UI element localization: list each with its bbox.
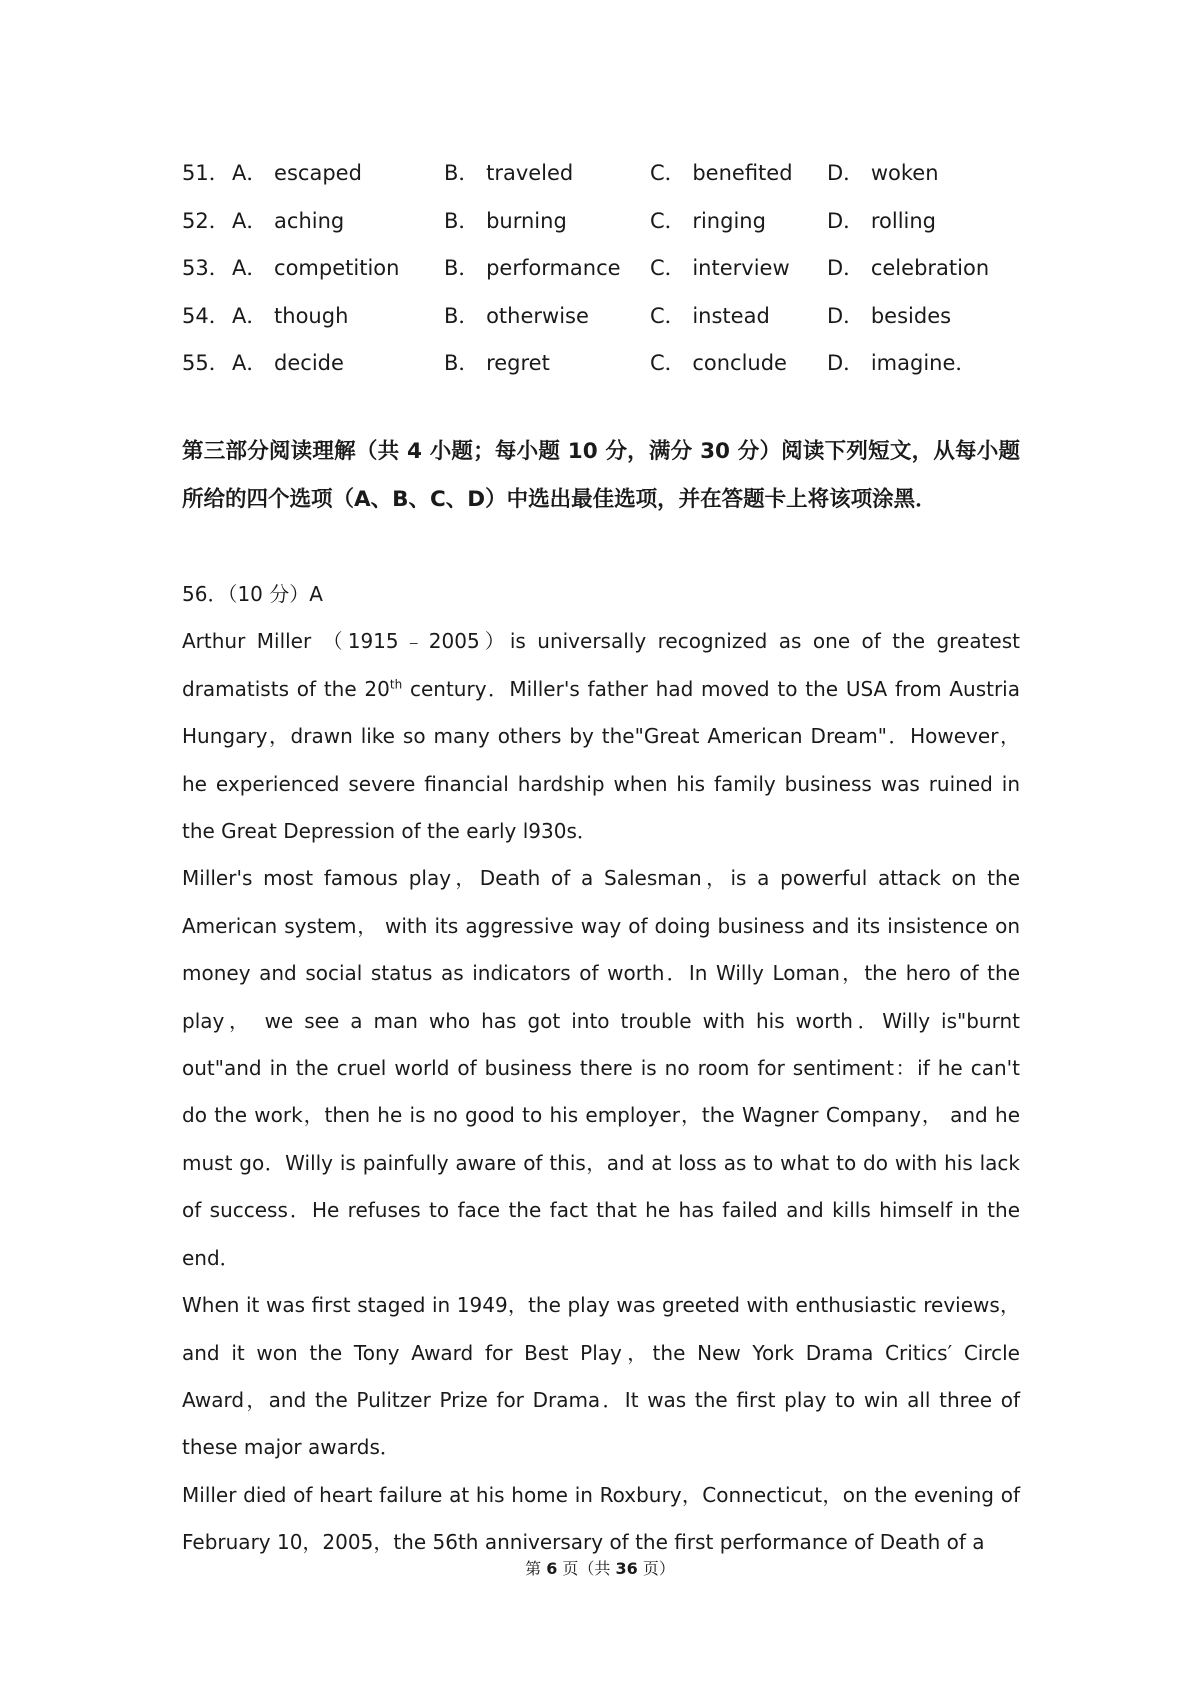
option-b: B． performance <box>444 256 621 280</box>
option-d: D． besides <box>827 303 952 328</box>
option-d: D． celebration <box>827 256 990 280</box>
option-a: A． escaped <box>232 161 362 185</box>
question-number: 54． <box>182 303 230 328</box>
ordinal-superscript: th <box>389 677 403 692</box>
question-row-55 <box>182 340 1042 388</box>
option-a: A． competition <box>232 256 400 280</box>
reading-passage <box>182 571 1020 1567</box>
option-d: D． imagine． <box>827 351 977 375</box>
question-row-51 <box>182 150 1042 198</box>
footer-prefix: 第 <box>525 1559 547 1578</box>
option-d: D． rolling <box>827 208 937 233</box>
footer-page-number: 6 <box>546 1559 558 1578</box>
question-number: 51． <box>182 161 230 185</box>
footer-suffix: 页） <box>637 1559 675 1578</box>
option-b: B． regret <box>444 351 550 375</box>
paragraph-3: When it was first staged in 1949，the play was greeted with enthusiastic reviews，and it won the Tony Award for Best Play，the New York Drama Critics′ Circle Award，and the Pulitzer Prize for Drama．It was the first play to win all three of these major awards． <box>182 1293 1020 1460</box>
paragraph-1 <box>182 618 1020 855</box>
paragraph-4: Miller died of heart failure at his home in Roxbury，Connecticut，on the evening of February 10，2005，the 56th anniversary of the first performance of Death of a <box>182 1482 1020 1555</box>
question-number: 53． <box>182 256 230 280</box>
answer-options <box>182 150 1042 388</box>
question-row-53 <box>182 245 1042 293</box>
page-footer <box>0 1556 1200 1579</box>
option-d: D． woken <box>827 161 939 185</box>
option-c: C． conclude <box>650 351 787 375</box>
option-b: B． otherwise <box>444 303 589 328</box>
option-a: A． though <box>232 303 349 328</box>
option-b: B． traveled <box>444 161 574 185</box>
footer-total-pages: 36 <box>615 1559 638 1578</box>
question-row-52 <box>182 198 1042 246</box>
question-number: 52． <box>182 208 230 233</box>
option-c: C． benefited <box>650 161 793 185</box>
paragraph-1-text-cont: century．Miller's father had moved to the USA from Austria Hungary，drawn like so many others by the"Great American Dream"．However，he experienced severe financial hardship when his family business was ruined in the Great Depression of the early l930s． <box>182 676 1020 844</box>
paragraph-1-text: Arthur Miller （1915﹣2005）is universally recognized as one of the greatest dramatists of the 20 <box>182 629 1020 701</box>
question-number: 55． <box>182 351 230 375</box>
option-c: C． instead <box>650 303 770 328</box>
option-c: C． interview <box>650 256 790 280</box>
option-c: C． ringing <box>650 208 766 233</box>
footer-middle: 页（共 <box>557 1559 616 1578</box>
paragraph-2: Miller's most famous play，Death of a Salesman，is a powerful attack on the American system， with its aggressive way of doing business and its insistence on money and social status as indicators of worth．In Willy Loman，the hero of the play， we see a man who has got into trouble with his worth．Willy is"burnt out"and in the cruel world of business there is no room for sentiment：if he can't do the work，then he is no good to his employer，the Wagner Company， and he must go．Willy is painfully aware of this，and at loss as to what to do with his lack of success．He refuses to face the fact that he has failed and kills himself in the end． <box>182 866 1020 1270</box>
section-heading: 第三部分阅读理解（共 4 小题；每小题 10 分，满分 30 分）阅读下列短文，从每小题所给的四个选项（A、B、C、D）中选出最佳选项，并在答题卡上将该项涂黑． <box>182 439 1020 512</box>
option-a: A． aching <box>232 208 345 233</box>
question-header: 56．（10 分）A <box>182 582 323 606</box>
option-b: B． burning <box>444 208 567 233</box>
question-row-54 <box>182 293 1042 341</box>
option-a: A． decide <box>232 351 344 375</box>
